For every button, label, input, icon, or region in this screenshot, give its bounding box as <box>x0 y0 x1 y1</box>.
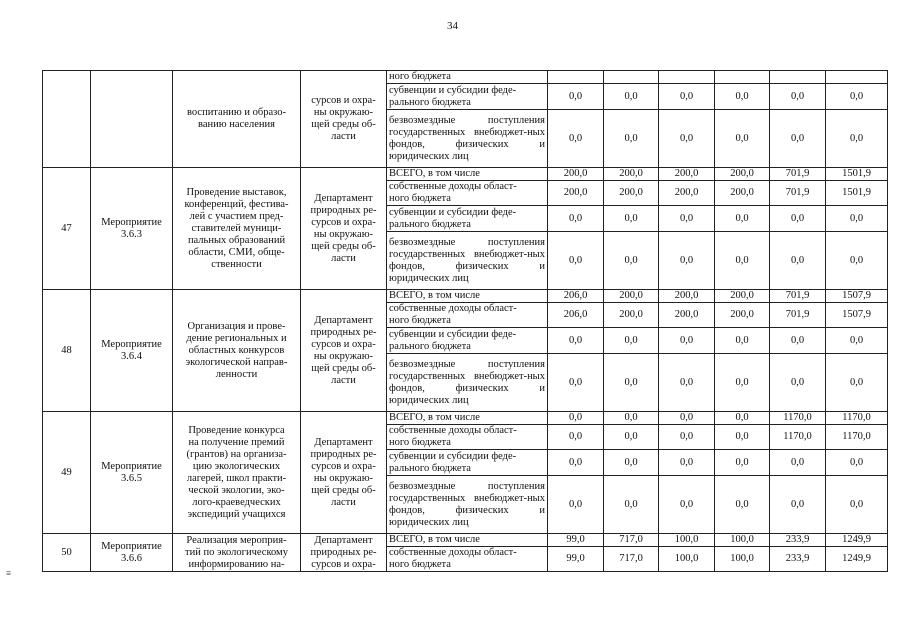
value-cell: 0,0 <box>770 354 826 412</box>
value-cell: 0,0 <box>715 84 770 110</box>
value-cell: 233,9 <box>770 534 826 547</box>
value-cell: 100,0 <box>715 547 770 572</box>
executor-cell: сурсов и охра- ны окружаю- щей среды об- ласти <box>301 71 387 168</box>
value-cell: 0,0 <box>604 425 659 450</box>
value-cell: 0,0 <box>715 412 770 425</box>
measure-kind-cell: Мероприятие 3.6.6 <box>91 534 173 572</box>
value-cell: 0,0 <box>826 232 888 290</box>
funding-source-cell: безвозмездные поступления государственных внебюджет-ных фондов, физических и юридических лиц <box>387 232 548 290</box>
funding-source-cell: субвенции и субсидии феде- рального бюджета <box>387 206 548 232</box>
value-cell: 717,0 <box>604 534 659 547</box>
value-cell: 0,0 <box>826 110 888 168</box>
value-cell: 0,0 <box>604 328 659 354</box>
row-number-cell: 48 <box>43 290 91 412</box>
value-cell: 0,0 <box>659 84 715 110</box>
funding-source-cell: безвозмездные поступления государственных внебюджет-ных фондов, физических и юридических лиц <box>387 354 548 412</box>
value-cell: 200,0 <box>604 303 659 328</box>
value-cell: 0,0 <box>548 110 604 168</box>
value-cell: 200,0 <box>659 303 715 328</box>
value-cell: 0,0 <box>770 328 826 354</box>
value-cell <box>659 71 715 84</box>
measure-kind-cell <box>91 71 173 168</box>
measure-description-cell: Организация и прове- дение региональных и областных конкурсов экологической направ- ленности <box>173 290 301 412</box>
measure-description-cell: Проведение конкурса на получение премий (грантов) на организа- цию экологических лагерей, школ практи- ческой экологии, эко- лого-краеведческих экспедиций учащихся <box>173 412 301 534</box>
row-number-cell: 50 <box>43 534 91 572</box>
value-cell: 1501,9 <box>826 168 888 181</box>
value-cell: 0,0 <box>770 476 826 534</box>
value-cell: 0,0 <box>770 84 826 110</box>
measure-kind-cell: Мероприятие 3.6.3 <box>91 168 173 290</box>
value-cell <box>826 71 888 84</box>
value-cell: 0,0 <box>548 206 604 232</box>
value-cell: 0,0 <box>548 328 604 354</box>
value-cell: 701,9 <box>770 290 826 303</box>
value-cell: 0,0 <box>659 232 715 290</box>
value-cell: 0,0 <box>715 425 770 450</box>
value-cell: 0,0 <box>770 232 826 290</box>
value-cell: 717,0 <box>604 547 659 572</box>
budget-table <box>42 70 888 572</box>
value-cell: 100,0 <box>659 547 715 572</box>
funding-source-cell: ного бюджета <box>387 71 548 84</box>
value-cell: 0,0 <box>826 450 888 476</box>
value-cell: 0,0 <box>659 476 715 534</box>
value-cell: 1507,9 <box>826 303 888 328</box>
value-cell: 200,0 <box>659 168 715 181</box>
value-cell: 0,0 <box>826 354 888 412</box>
measure-description-cell: воспитанию и образо- ванию населения <box>173 71 301 168</box>
value-cell: 701,9 <box>770 181 826 206</box>
value-cell: 1170,0 <box>770 425 826 450</box>
value-cell: 0,0 <box>604 84 659 110</box>
value-cell: 0,0 <box>604 412 659 425</box>
executor-cell: Департамент природных ре- сурсов и охра- ны окружаю- щей среды об- ласти <box>301 290 387 412</box>
value-cell: 1507,9 <box>826 290 888 303</box>
funding-source-cell: собственные доходы област- ного бюджета <box>387 425 548 450</box>
value-cell: 1249,9 <box>826 534 888 547</box>
value-cell: 100,0 <box>715 534 770 547</box>
value-cell: 0,0 <box>548 232 604 290</box>
value-cell: 200,0 <box>548 168 604 181</box>
value-cell: 0,0 <box>659 425 715 450</box>
executor-cell: Департамент природных ре- сурсов и охра- <box>301 534 387 572</box>
measure-description-cell: Реализация мероприя- тий по экологическому информированию на- <box>173 534 301 572</box>
value-cell: 0,0 <box>715 206 770 232</box>
value-cell: 1501,9 <box>826 181 888 206</box>
row-number-cell: 47 <box>43 168 91 290</box>
funding-source-cell: безвозмездные поступления государственных внебюджет-ных фондов, физических и юридических лиц <box>387 476 548 534</box>
value-cell: 0,0 <box>548 354 604 412</box>
funding-source-cell: собственные доходы област- ного бюджета <box>387 547 548 572</box>
value-cell <box>604 71 659 84</box>
table-row <box>43 168 888 181</box>
value-cell: 0,0 <box>604 232 659 290</box>
value-cell: 0,0 <box>715 354 770 412</box>
funding-source-cell: ВСЕГО, в том числе <box>387 534 548 547</box>
value-cell: 0,0 <box>548 425 604 450</box>
table-row <box>43 534 888 547</box>
value-cell <box>548 71 604 84</box>
value-cell: 701,9 <box>770 303 826 328</box>
value-cell: 1170,0 <box>770 412 826 425</box>
value-cell: 1170,0 <box>826 425 888 450</box>
value-cell: 0,0 <box>604 476 659 534</box>
value-cell: 1249,9 <box>826 547 888 572</box>
value-cell: 0,0 <box>604 450 659 476</box>
value-cell: 0,0 <box>826 476 888 534</box>
funding-source-cell: собственные доходы област- ного бюджета <box>387 303 548 328</box>
table-row <box>43 290 888 303</box>
table-row <box>43 412 888 425</box>
value-cell: 200,0 <box>659 290 715 303</box>
row-number-cell: 49 <box>43 412 91 534</box>
value-cell: 0,0 <box>770 110 826 168</box>
value-cell: 200,0 <box>715 181 770 206</box>
funding-source-cell: собственные доходы област- ного бюджета <box>387 181 548 206</box>
value-cell: 0,0 <box>548 450 604 476</box>
value-cell: 0,0 <box>826 84 888 110</box>
measure-kind-cell: Мероприятие 3.6.4 <box>91 290 173 412</box>
funding-source-cell: субвенции и субсидии феде- рального бюджета <box>387 84 548 110</box>
value-cell: 0,0 <box>826 206 888 232</box>
page-number: 34 <box>447 20 458 32</box>
value-cell: 0,0 <box>604 206 659 232</box>
value-cell: 200,0 <box>715 303 770 328</box>
value-cell: 0,0 <box>826 328 888 354</box>
executor-cell: Департамент природных ре- сурсов и охра- ны окружаю- щей среды об- ласти <box>301 412 387 534</box>
table-row <box>43 71 888 84</box>
funding-source-cell: безвозмездные поступления государственных внебюджет-ных фондов, физических и юридических лиц <box>387 110 548 168</box>
row-number-cell <box>43 71 91 168</box>
funding-source-cell: ВСЕГО, в том числе <box>387 290 548 303</box>
value-cell: 0,0 <box>715 476 770 534</box>
funding-source-cell: ВСЕГО, в том числе <box>387 168 548 181</box>
value-cell: 0,0 <box>548 476 604 534</box>
value-cell: 0,0 <box>715 450 770 476</box>
value-cell: 100,0 <box>659 534 715 547</box>
value-cell: 0,0 <box>659 110 715 168</box>
value-cell: 0,0 <box>604 110 659 168</box>
value-cell: 0,0 <box>715 110 770 168</box>
value-cell: 200,0 <box>715 168 770 181</box>
funding-source-cell: ВСЕГО, в том числе <box>387 412 548 425</box>
funding-source-cell: субвенции и субсидии феде- рального бюджета <box>387 450 548 476</box>
value-cell: 200,0 <box>659 181 715 206</box>
executor-cell: Департамент природных ре- сурсов и охра- ны окружаю- щей среды об- ласти <box>301 168 387 290</box>
value-cell: 0,0 <box>548 84 604 110</box>
value-cell: 0,0 <box>548 412 604 425</box>
value-cell: 701,9 <box>770 168 826 181</box>
value-cell: 0,0 <box>770 450 826 476</box>
value-cell: 200,0 <box>715 290 770 303</box>
value-cell: 200,0 <box>604 181 659 206</box>
value-cell: 0,0 <box>659 412 715 425</box>
value-cell: 0,0 <box>770 206 826 232</box>
value-cell: 0,0 <box>659 206 715 232</box>
value-cell: 200,0 <box>604 290 659 303</box>
value-cell: 200,0 <box>604 168 659 181</box>
value-cell: 0,0 <box>659 354 715 412</box>
value-cell: 1170,0 <box>826 412 888 425</box>
value-cell: 99,0 <box>548 547 604 572</box>
value-cell: 0,0 <box>604 354 659 412</box>
value-cell: 206,0 <box>548 290 604 303</box>
measure-description-cell: Проведение выставок, конференций, фестива- лей с участием пред- ставителей муници- пальных образований области, СМИ, обще- ственности <box>173 168 301 290</box>
value-cell: 0,0 <box>715 328 770 354</box>
value-cell: 0,0 <box>659 328 715 354</box>
value-cell: 233,9 <box>770 547 826 572</box>
funding-source-cell: субвенции и субсидии феде- рального бюджета <box>387 328 548 354</box>
value-cell: 0,0 <box>715 232 770 290</box>
value-cell <box>715 71 770 84</box>
margin-mark: ≡ <box>6 568 12 578</box>
value-cell <box>770 71 826 84</box>
value-cell: 99,0 <box>548 534 604 547</box>
value-cell: 200,0 <box>548 181 604 206</box>
value-cell: 206,0 <box>548 303 604 328</box>
value-cell: 0,0 <box>659 450 715 476</box>
measure-kind-cell: Мероприятие 3.6.5 <box>91 412 173 534</box>
